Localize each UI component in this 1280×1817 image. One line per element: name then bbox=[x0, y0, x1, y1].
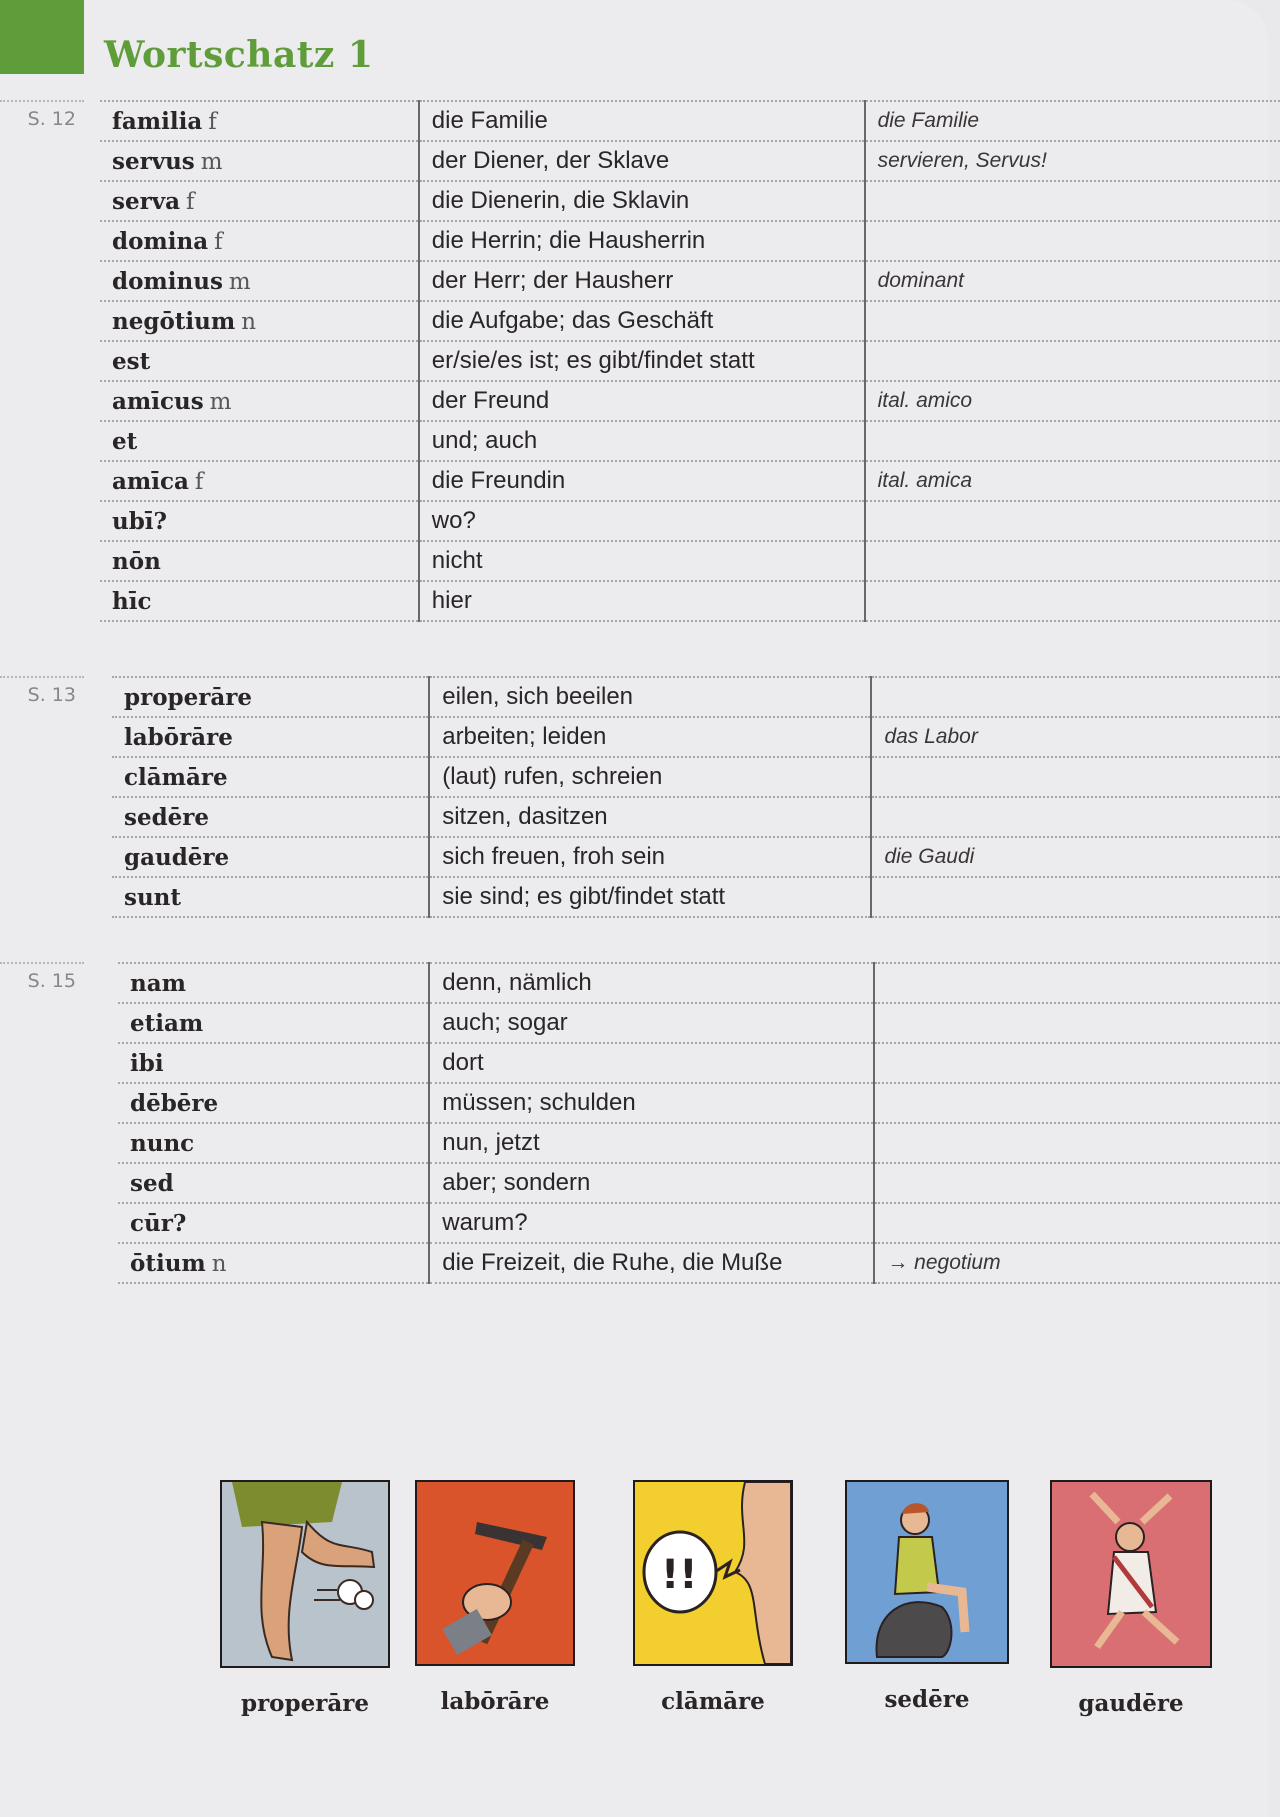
vocab-row bbox=[100, 301, 1280, 341]
german-translation: die Freizeit, die Ruhe, die Muße bbox=[429, 1243, 874, 1283]
vocab-row bbox=[118, 1243, 1280, 1283]
latin-cell bbox=[112, 717, 429, 757]
related-word-note bbox=[871, 757, 1280, 797]
vocab-row bbox=[100, 141, 1280, 181]
latin-cell bbox=[118, 1203, 429, 1243]
vocab-row bbox=[100, 461, 1280, 501]
vocab-row bbox=[118, 1043, 1280, 1083]
related-word-note bbox=[874, 1123, 1280, 1163]
latin-cell bbox=[112, 837, 429, 877]
latin-cell bbox=[100, 181, 419, 221]
latin-word: servus bbox=[112, 147, 195, 175]
sitting-person-icon bbox=[845, 1480, 1009, 1664]
vocab-row bbox=[100, 381, 1280, 421]
page-reference: S. 13 bbox=[0, 676, 84, 706]
vocab-row bbox=[118, 1123, 1280, 1163]
vocab-row bbox=[100, 181, 1280, 221]
gender-marker: f bbox=[194, 468, 204, 495]
related-word-note bbox=[871, 877, 1280, 917]
latin-cell bbox=[118, 1043, 429, 1083]
german-translation: hier bbox=[419, 581, 865, 621]
related-word-note bbox=[865, 421, 1280, 461]
latin-cell bbox=[118, 1243, 429, 1283]
related-word-note bbox=[865, 341, 1280, 381]
german-translation: sie sind; es gibt/findet statt bbox=[429, 877, 871, 917]
vocab-row bbox=[118, 963, 1280, 1003]
german-translation: sitzen, dasitzen bbox=[429, 797, 871, 837]
latin-word: sunt bbox=[124, 883, 182, 911]
latin-word: etiam bbox=[130, 1009, 204, 1037]
related-word-note: die Gaudi bbox=[871, 837, 1280, 877]
latin-word: gaudēre bbox=[124, 843, 230, 871]
latin-word: nunc bbox=[130, 1129, 195, 1157]
latin-cell bbox=[100, 261, 419, 301]
german-translation: der Herr; der Hausherr bbox=[419, 261, 865, 301]
german-translation: warum? bbox=[429, 1203, 874, 1243]
gender-marker: n bbox=[241, 308, 257, 335]
latin-word: sedēre bbox=[124, 803, 210, 831]
latin-cell bbox=[100, 341, 419, 381]
vocab-row bbox=[100, 501, 1280, 541]
gender-marker: m bbox=[209, 388, 232, 415]
german-translation: (laut) rufen, schreien bbox=[429, 757, 871, 797]
vocab-row bbox=[112, 677, 1280, 717]
latin-word: cūr? bbox=[130, 1209, 187, 1237]
latin-word: et bbox=[112, 427, 138, 455]
vocab-row bbox=[100, 581, 1280, 621]
vocab-row bbox=[100, 541, 1280, 581]
picture-caption: sedēre bbox=[884, 1686, 970, 1713]
related-word-note: die Familie bbox=[865, 101, 1280, 141]
latin-cell bbox=[118, 963, 429, 1003]
related-word-note bbox=[865, 181, 1280, 221]
gender-marker: n bbox=[211, 1250, 227, 1277]
german-translation: dort bbox=[429, 1043, 874, 1083]
vocab-row bbox=[118, 1083, 1280, 1123]
related-word-note bbox=[865, 301, 1280, 341]
related-word-note bbox=[865, 541, 1280, 581]
related-word-note bbox=[874, 1043, 1280, 1083]
related-word-note: servieren, Servus! bbox=[865, 141, 1280, 181]
latin-cell bbox=[100, 141, 419, 181]
german-translation: denn, nämlich bbox=[429, 963, 874, 1003]
vocab-table bbox=[112, 676, 1280, 918]
latin-word: amīcus bbox=[112, 387, 204, 415]
page-title: Wortschatz 1 bbox=[104, 34, 374, 76]
latin-cell bbox=[112, 677, 429, 717]
vocab-row bbox=[112, 757, 1280, 797]
related-word-note bbox=[871, 677, 1280, 717]
latin-cell bbox=[100, 381, 419, 421]
latin-word: ubī? bbox=[112, 507, 168, 535]
german-translation: nun, jetzt bbox=[429, 1123, 874, 1163]
vocab-row bbox=[112, 717, 1280, 757]
latin-cell bbox=[100, 421, 419, 461]
related-word-note bbox=[874, 963, 1280, 1003]
latin-word: serva bbox=[112, 187, 180, 215]
latin-cell bbox=[100, 461, 419, 501]
latin-word: negōtium bbox=[112, 307, 236, 335]
gender-marker: f bbox=[214, 228, 223, 255]
latin-word: nam bbox=[130, 969, 186, 997]
related-word-note: → negotium bbox=[874, 1243, 1280, 1283]
illustration-strip bbox=[0, 1480, 1280, 1760]
vocab-row bbox=[100, 101, 1280, 141]
shouting-face-icon bbox=[633, 1480, 793, 1666]
german-translation: wo? bbox=[419, 501, 865, 541]
jumping-person-icon bbox=[1050, 1480, 1212, 1668]
picture-properare bbox=[210, 1480, 400, 1717]
german-translation: nicht bbox=[419, 541, 865, 581]
picture-caption: properāre bbox=[240, 1690, 370, 1717]
german-translation: die Aufgabe; das Geschäft bbox=[419, 301, 865, 341]
vocab-row bbox=[100, 261, 1280, 301]
vocab-row bbox=[112, 837, 1280, 877]
gender-marker: m bbox=[228, 268, 251, 295]
picture-gaudere bbox=[1036, 1480, 1226, 1717]
latin-cell bbox=[100, 541, 419, 581]
latin-cell bbox=[112, 797, 429, 837]
related-word-note bbox=[874, 1083, 1280, 1123]
german-translation: der Freund bbox=[419, 381, 865, 421]
latin-cell bbox=[118, 1083, 429, 1123]
latin-cell bbox=[118, 1163, 429, 1203]
gender-marker: f bbox=[208, 108, 217, 135]
german-translation: die Freundin bbox=[419, 461, 865, 501]
picture-caption: clāmāre bbox=[661, 1688, 765, 1715]
latin-word: sed bbox=[130, 1169, 174, 1197]
picture-sedere bbox=[832, 1480, 1022, 1713]
latin-word: amīca bbox=[112, 467, 189, 495]
gender-marker: f bbox=[185, 188, 195, 215]
gender-marker: m bbox=[200, 148, 223, 175]
vocab-table bbox=[118, 962, 1280, 1284]
latin-word: domina bbox=[112, 227, 209, 255]
german-translation: die Familie bbox=[419, 101, 865, 141]
related-word-note: das Labor bbox=[871, 717, 1280, 757]
latin-word: dēbēre bbox=[130, 1089, 219, 1117]
german-translation: die Dienerin, die Sklavin bbox=[419, 181, 865, 221]
latin-cell bbox=[100, 501, 419, 541]
picture-caption: gaudēre bbox=[1078, 1690, 1184, 1717]
vocab-row bbox=[118, 1003, 1280, 1043]
running-legs-icon bbox=[220, 1480, 390, 1668]
related-word-note: dominant bbox=[865, 261, 1280, 301]
latin-cell bbox=[100, 101, 419, 141]
vocab-row bbox=[100, 341, 1280, 381]
vocab-row bbox=[100, 221, 1280, 261]
latin-cell bbox=[100, 221, 419, 261]
exclamation-bubble-text: !! bbox=[661, 1552, 698, 1598]
latin-word: properāre bbox=[124, 683, 253, 711]
related-word-note bbox=[874, 1203, 1280, 1243]
german-translation: sich freuen, froh sein bbox=[429, 837, 871, 877]
vocab-row bbox=[118, 1163, 1280, 1203]
page-reference: S. 12 bbox=[0, 100, 84, 130]
latin-word: dominus bbox=[112, 267, 223, 295]
latin-word: est bbox=[112, 347, 151, 375]
latin-word: hīc bbox=[112, 587, 152, 615]
picture-caption: labōrāre bbox=[440, 1688, 550, 1715]
latin-word: clāmāre bbox=[124, 763, 228, 791]
picture-laborare bbox=[400, 1480, 590, 1715]
latin-cell bbox=[100, 301, 419, 341]
latin-word: nōn bbox=[112, 547, 161, 575]
latin-cell bbox=[112, 757, 429, 797]
german-translation: aber; sondern bbox=[429, 1163, 874, 1203]
latin-cell bbox=[118, 1123, 429, 1163]
related-word-note bbox=[865, 221, 1280, 261]
latin-cell bbox=[118, 1003, 429, 1043]
latin-word: ōtium bbox=[130, 1249, 206, 1277]
vocab-row bbox=[118, 1203, 1280, 1243]
related-word-note bbox=[871, 797, 1280, 837]
page-reference: S. 15 bbox=[0, 962, 84, 992]
vocab-row bbox=[112, 877, 1280, 917]
related-word-note: ital. amica bbox=[865, 461, 1280, 501]
german-translation: die Herrin; die Hausherrin bbox=[419, 221, 865, 261]
latin-cell bbox=[112, 877, 429, 917]
vocab-row bbox=[100, 421, 1280, 461]
german-translation: er/sie/es ist; es gibt/findet statt bbox=[419, 341, 865, 381]
related-word-note bbox=[865, 501, 1280, 541]
related-word-note bbox=[874, 1163, 1280, 1203]
related-word-note: ital. amico bbox=[865, 381, 1280, 421]
picture-clamare bbox=[618, 1480, 808, 1715]
related-word-note bbox=[874, 1003, 1280, 1043]
german-translation: auch; sogar bbox=[429, 1003, 874, 1043]
latin-cell bbox=[100, 581, 419, 621]
latin-word: labōrāre bbox=[124, 723, 233, 751]
chapter-tab bbox=[0, 0, 84, 74]
german-translation: müssen; schulden bbox=[429, 1083, 874, 1123]
vocab-table bbox=[100, 100, 1280, 622]
latin-word: ibi bbox=[130, 1049, 164, 1077]
german-translation: arbeiten; leiden bbox=[429, 717, 871, 757]
related-word-note bbox=[865, 581, 1280, 621]
latin-word: familia bbox=[112, 107, 203, 135]
vocab-row bbox=[112, 797, 1280, 837]
german-translation: eilen, sich beeilen bbox=[429, 677, 871, 717]
german-translation: und; auch bbox=[419, 421, 865, 461]
hammer-hand-icon bbox=[415, 1480, 575, 1666]
german-translation: der Diener, der Sklave bbox=[419, 141, 865, 181]
